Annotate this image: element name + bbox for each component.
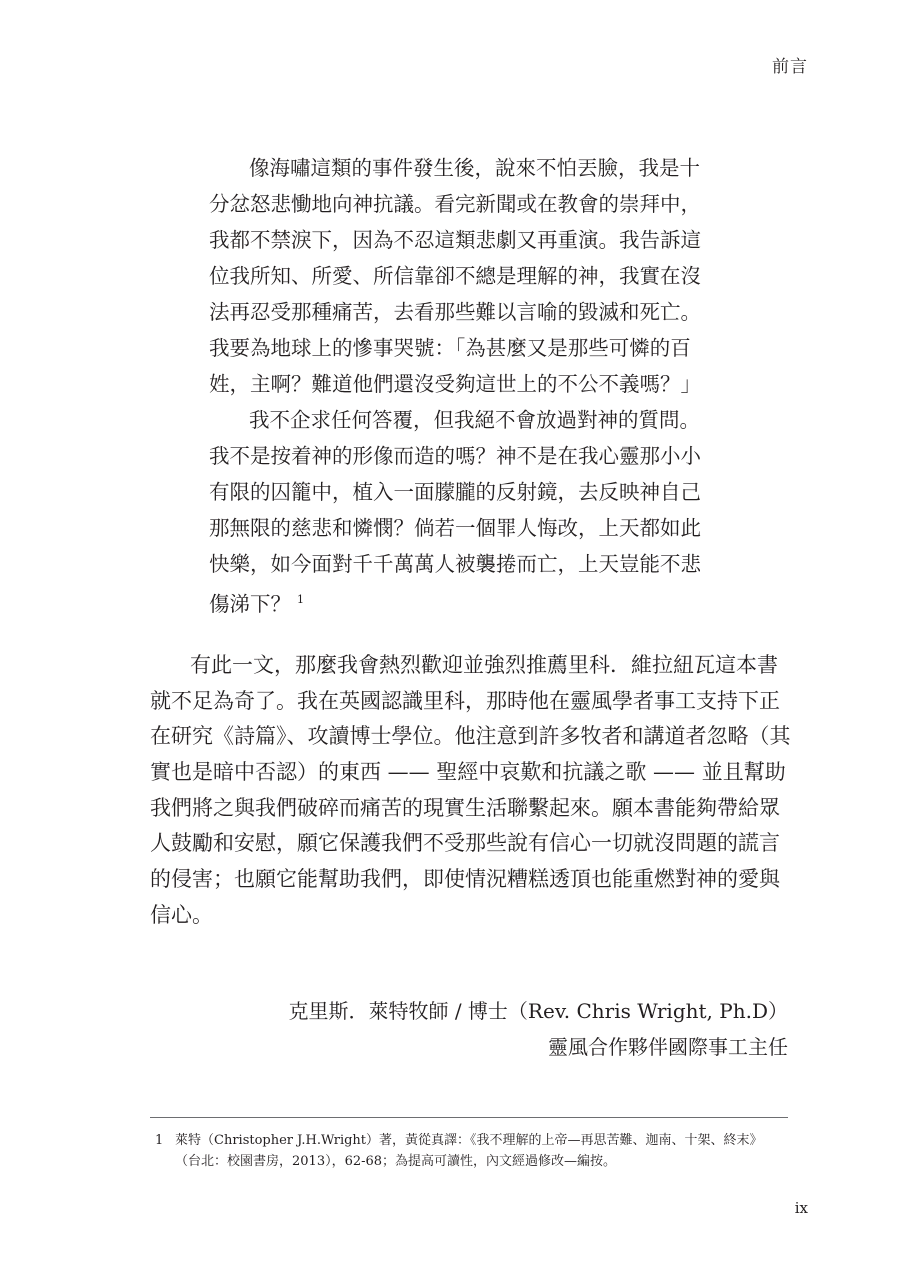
quote-line-text: 傷涕下？ [209, 592, 291, 616]
body-line: 在研究《詩篇》、攻讀博士學位。他注意到許多牧者和講道者忽略（其 [150, 724, 791, 749]
footnote [150, 1130, 795, 1172]
quote-line-last [209, 582, 729, 618]
footnote-line: （台北：校園書房，2013），62-68；為提高可讀性，內文經過修改—編按。 [175, 1154, 617, 1169]
quote-line: 我都不禁淚下，因為不忍這類悲劇又再重演。我告訴這 [209, 228, 701, 252]
footnote-number: 1 [155, 1133, 164, 1148]
quote-line: 那無限的慈悲和憐憫？倘若一個罪人悔改，上天都如此 [209, 516, 701, 540]
block-quote [209, 150, 729, 618]
body-line: 人鼓勵和安慰，願它保護我們不受那些說有信心一切就沒問題的謊言 [150, 831, 780, 856]
page-number: ix [794, 1199, 808, 1217]
quote-line: 位我所知、所愛、所信靠卻不總是理解的神，我實在沒 [209, 264, 701, 288]
body-line: 實也是暗中否認）的東西 —— 聖經中哀歎和抗議之歌 —— 並且幫助 [150, 760, 786, 785]
body-line: 的侵害；也願它能幫助我們，即使情況糟糕透頂也能重燃對神的愛與 [150, 867, 780, 892]
quote-line: 我要為地球上的慘事哭號：「為甚麼又是那些可憐的百 [209, 336, 691, 360]
body-line: 我們將之與我們破碎而痛苦的現實生活聯繫起來。願本書能夠帶給眾 [150, 795, 780, 820]
quote-line: 快樂，如今面對千千萬萬人被襲捲而亡，上天豈能不悲 [209, 552, 701, 576]
body-line: 信心。 [150, 902, 213, 927]
quote-line: 有限的囚籠中，植入一面朦朧的反射鏡，去反映神自己 [209, 480, 701, 504]
footnote-marker: 1 [297, 593, 304, 606]
quote-line: 法再忍受那種痛苦，去看那些難以言喻的毀滅和死亡。 [209, 300, 701, 324]
signature-block [288, 993, 788, 1065]
quote-line: 姓，主啊？難道他們還沒受夠這世上的不公不義嗎？」 [209, 372, 701, 396]
running-header: 前言 [772, 57, 808, 77]
footnote-line: 萊特（Christopher J.H.Wright）著，黃從真譯：《我不理解的上帝—再思苦難、迦南、十架、終末》 [175, 1133, 763, 1148]
signature-name: 克里斯．萊特牧師 / 博士（Rev. Chris Wright, Ph.D） [288, 999, 788, 1023]
quote-line: 我不企求任何答覆，但我絕不會放過對神的質問。 [249, 408, 700, 432]
footnote-divider [150, 1117, 788, 1118]
quote-line: 分忿怒悲慟地向神抗議。看完新聞或在教會的崇拜中， [209, 192, 701, 216]
signature-title: 靈風合作夥伴國際事工主任 [548, 1035, 788, 1059]
body-line: 就不足為奇了。我在英國認識里科，那時他在靈風學者事工支持下正 [150, 688, 780, 713]
body-line: 有此一文，那麼我會熱烈歡迎並強烈推薦里科．維拉紐瓦這本書 [190, 653, 778, 677]
body-paragraph [150, 648, 790, 934]
quote-line: 像海嘯這類的事件發生後，說來不怕丟臉，我是十 [249, 156, 700, 180]
quote-line: 我不是按着神的形像而造的嗎？神不是在我心靈那小小 [209, 444, 701, 468]
